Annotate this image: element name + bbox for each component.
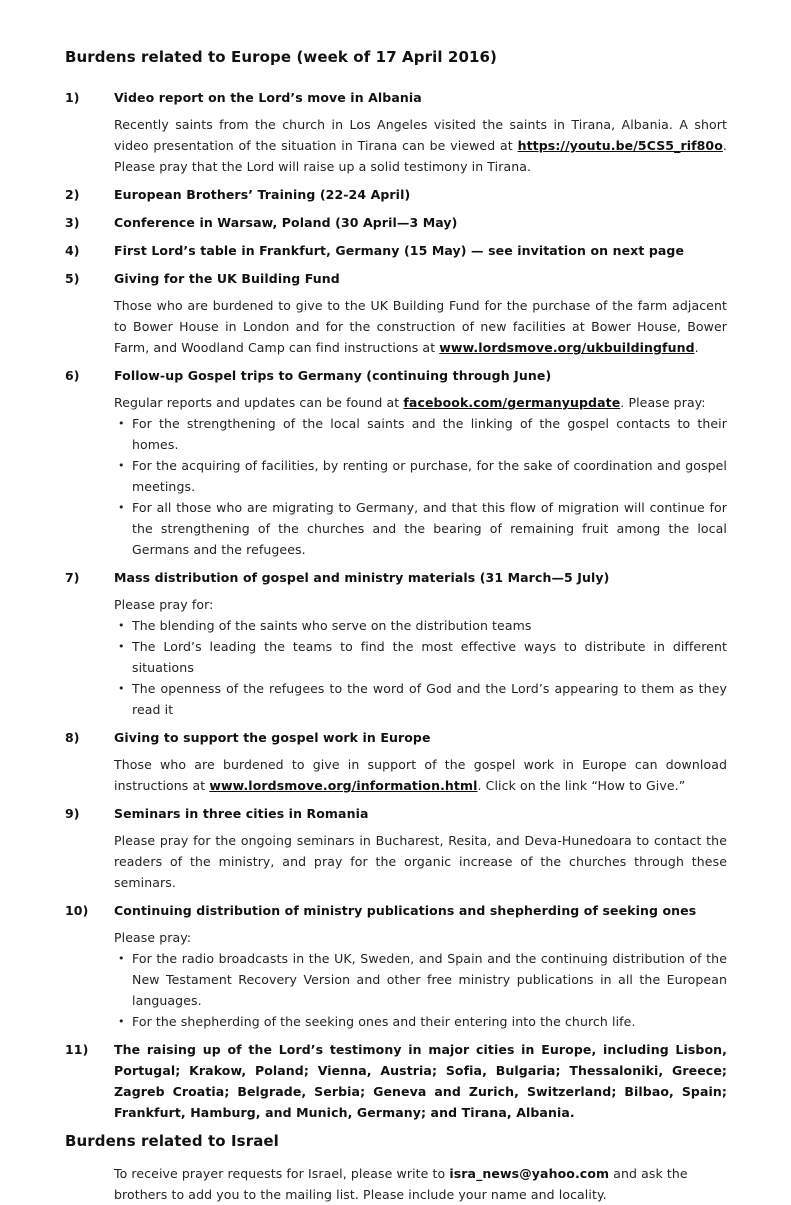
item-heading: Seminars in three cities in Romania xyxy=(114,806,369,821)
item-body xyxy=(114,295,727,358)
body-text: . xyxy=(694,340,699,355)
bullet-icon: • xyxy=(118,682,125,695)
item-heading: Conference in Warsaw, Poland (30 April—3 May) xyxy=(114,215,458,230)
item-body xyxy=(114,754,727,796)
email-address: isra_news@yahoo.com xyxy=(449,1166,610,1181)
bullet-item xyxy=(114,497,727,560)
bullet-text: The blending of the saints who serve on the distribution teams xyxy=(132,618,532,633)
list-item-1 xyxy=(65,87,727,177)
body-text: . Click on the link “How to Give.” xyxy=(477,778,686,793)
item-number: 4) xyxy=(65,243,80,258)
item-intro: Please pray: xyxy=(114,930,192,945)
item-intro: Please pray for: xyxy=(114,597,214,612)
bullet-text: For the acquiring of facilities, by renting or purchase, for the sake of coordination and gospel meetings. xyxy=(132,458,727,494)
item-number: 2) xyxy=(65,187,80,202)
body-text: To receive prayer requests for Israel, please write to xyxy=(114,1166,450,1181)
item-number: 7) xyxy=(65,570,80,585)
youtube-link[interactable]: https://youtu.be/5CS5_rif80o xyxy=(517,138,723,153)
list-item-9 xyxy=(65,803,727,893)
israel-body-block xyxy=(114,1163,727,1205)
israel-section-title: Burdens related to Israel xyxy=(65,1132,279,1150)
bullet-item xyxy=(114,615,727,636)
ukbuildingfund-link[interactable]: www.lordsmove.org/ukbuildingfund xyxy=(439,340,695,355)
item-heading: Mass distribution of gospel and ministry materials (31 March—5 July) xyxy=(114,570,610,585)
bullet-list xyxy=(114,948,727,1032)
israel-body xyxy=(114,1163,727,1205)
item-number: 5) xyxy=(65,271,80,286)
bullet-item xyxy=(114,678,727,720)
list-item-10 xyxy=(65,900,727,1032)
body-text: . Please pray that the Lord will raise up a solid testimony in Tirana. xyxy=(114,138,727,174)
body-text: Regular reports and updates can be found at xyxy=(114,395,404,410)
item-number: 9) xyxy=(65,806,80,821)
list-item-6 xyxy=(65,365,727,560)
body-text: . Please pray: xyxy=(620,395,706,410)
body-text: Recently saints from the church in Los Angeles visited the saints in Tirana, Albania. A short video presentation of the situation in Tirana can be viewed at xyxy=(114,117,727,153)
item-number: 3) xyxy=(65,215,80,230)
bullet-text: The Lord’s leading the teams to find the most effective ways to distribute in different situations xyxy=(132,639,727,675)
item-heading: The raising up of the Lord’s testimony in major cities in Europe, including Lisbon, Portugal; Krakow, Poland; Vienna, Austria; Sofia, Bulgaria; Thessaloniki, Greece; Zagreb Croatia; Belgrade, Serbia; Geneva and Zurich, Switzerland; Bilbao, Spain; Frankfurt, Hamburg, and Munich, Germany; and Tirana, Albania. xyxy=(114,1042,727,1120)
item-body: Please pray for the ongoing seminars in Bucharest, Resita, and Deva-Hunedoara to contact the readers of the ministry, and pray for the organic increase of the churches through these seminars. xyxy=(114,833,727,890)
bullet-icon: • xyxy=(118,952,125,965)
bullet-list xyxy=(114,615,727,720)
bullet-text: For all those who are migrating to Germany, and that this flow of migration will continue for the strengthening of the churches and the bearing of remaining fruit among the local Germans and the refugees. xyxy=(132,500,727,557)
bullet-item xyxy=(114,636,727,678)
item-number: 6) xyxy=(65,368,80,383)
bullet-text: For the strengthening of the local saints and the linking of the gospel contacts to their homes. xyxy=(132,416,727,452)
item-number: 11) xyxy=(65,1042,89,1057)
bullet-icon: • xyxy=(118,619,125,632)
item-body xyxy=(114,392,727,413)
item-heading: Continuing distribution of ministry publications and shepherding of seeking ones xyxy=(114,903,697,918)
list-item-5 xyxy=(65,268,727,358)
bullet-icon: • xyxy=(118,640,125,653)
bullet-icon: • xyxy=(118,501,125,514)
item-heading: Video report on the Lord’s move in Albania xyxy=(114,90,422,105)
bullet-item xyxy=(114,455,727,497)
bullet-text: For the radio broadcasts in the UK, Sweden, and Spain and the continuing distribution of the New Testament Recovery Version and other free ministry publications in all the European languages. xyxy=(132,951,727,1008)
bullet-list xyxy=(114,413,727,560)
information-link[interactable]: www.lordsmove.org/information.html xyxy=(209,778,478,793)
europe-section-title: Burdens related to Europe (week of 17 April 2016) xyxy=(65,48,498,66)
item-number: 1) xyxy=(65,90,80,105)
item-number: 10) xyxy=(65,903,89,918)
bullet-icon: • xyxy=(118,459,125,472)
bullet-item xyxy=(114,1011,727,1032)
list-item-4 xyxy=(65,240,727,261)
body-text: and ask the brothers to add you to the mailing list. Please include your name and locality. xyxy=(114,1166,688,1202)
bullet-text: For the shepherding of the seeking ones and their entering into the church life. xyxy=(132,1014,636,1029)
item-heading: European Brothers’ Training (22-24 April) xyxy=(114,187,411,202)
item-heading: First Lord’s table in Frankfurt, Germany (15 May) — see invitation on next page xyxy=(114,243,685,258)
facebook-link[interactable]: facebook.com/germanyupdate xyxy=(403,395,621,410)
item-heading: Follow-up Gospel trips to Germany (continuing through June) xyxy=(114,368,552,383)
bullet-icon: • xyxy=(118,417,125,430)
item-heading: Giving to support the gospel work in Europe xyxy=(114,730,431,745)
body-text: Those who are burdened to give in support of the gospel work in Europe can download instructions at xyxy=(114,757,727,793)
item-number: 8) xyxy=(65,730,80,745)
body-text: Those who are burdened to give to the UK Building Fund for the purchase of the farm adjacent to Bower House in London and for the construction of new facilities at Bower House, Bower Farm, and Woodland Camp can find instructions at xyxy=(114,298,727,355)
bullet-item xyxy=(114,948,727,1011)
list-item-8 xyxy=(65,727,727,796)
list-item-3 xyxy=(65,212,727,233)
item-body xyxy=(114,114,727,177)
bullet-text: The openness of the refugees to the word of God and the Lord’s appearing to them as they read it xyxy=(132,681,727,717)
bullet-item xyxy=(114,413,727,455)
list-item-2 xyxy=(65,184,727,205)
item-heading: Giving for the UK Building Fund xyxy=(114,271,340,286)
list-item-11 xyxy=(65,1039,727,1123)
bullet-icon: • xyxy=(118,1015,125,1028)
list-item-7 xyxy=(65,567,727,720)
